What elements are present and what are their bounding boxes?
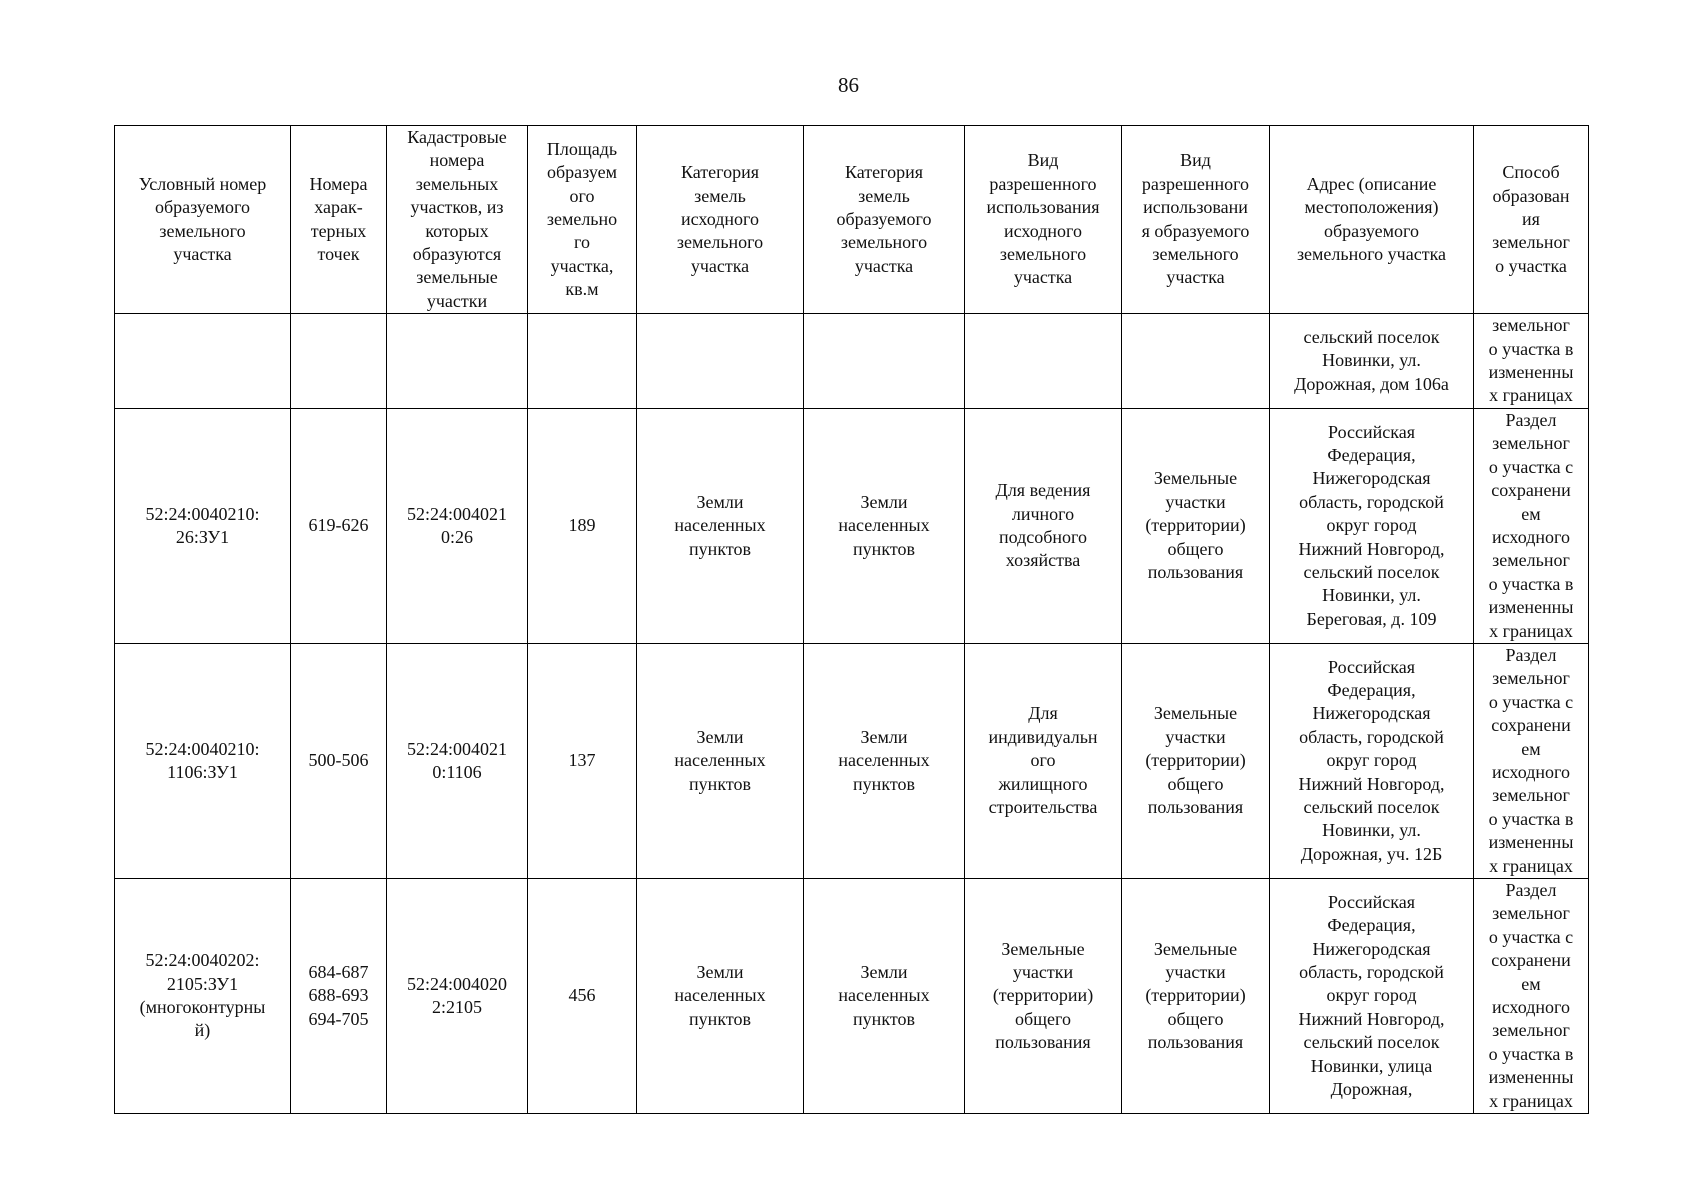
cell-address: Российская Федерация, Нижегородская область, городской округ город Нижний Новгород, сельский поселок Новинки, улица Дорожная,: [1270, 879, 1474, 1114]
cell-points: 684-687 688-693 694-705: [291, 879, 387, 1114]
header-conditional-number: Условный номер образуемого земельного участка: [115, 126, 291, 314]
header-method: Способ образован ия земельног о участка: [1474, 126, 1589, 314]
cell-empty: [291, 314, 387, 409]
table-row: [115, 879, 1589, 1114]
cell-use-source: Для ведения личного подсобного хозяйства: [965, 408, 1122, 643]
table-header: [115, 126, 1589, 314]
cell-category-new: Земли населенных пунктов: [804, 879, 965, 1114]
cell-empty: [387, 314, 528, 409]
header-category-new: Категория земель образуемого земельного участка: [804, 126, 965, 314]
cell-method: Раздел земельног о участка с сохранени ем исходного земельног о участка в измененны х границах: [1474, 408, 1589, 643]
cell-address: сельский поселок Новинки, ул. Дорожная, дом 106а: [1270, 314, 1474, 409]
header-use-source: Вид разрешенного использования исходного земельного участка: [965, 126, 1122, 314]
cell-category-source: Земли населенных пунктов: [637, 408, 804, 643]
cell-category-source: Земли населенных пунктов: [637, 879, 804, 1114]
header-area: Площадь образуем ого земельно го участка, кв.м: [528, 126, 637, 314]
cell-area: 189: [528, 408, 637, 643]
header-use-new: Вид разрешенного использовани я образуемого земельного участка: [1122, 126, 1270, 314]
header-row: [115, 126, 1589, 314]
table-row-continuation: [115, 314, 1589, 409]
page-number: 86: [838, 73, 859, 97]
cell-cadastral-numbers: 52:24:004021 0:1106: [387, 643, 528, 878]
cell-category-source: Земли населенных пунктов: [637, 643, 804, 878]
cell-use-source: Для индивидуальн ого жилищного строительства: [965, 643, 1122, 878]
cell-address: Российская Федерация, Нижегородская область, городской округ город Нижний Новгород, сельский поселок Новинки, ул. Береговая, д. 109: [1270, 408, 1474, 643]
land-plots-table: [114, 125, 1589, 1114]
cell-use-new: Земельные участки (территории) общего пользования: [1122, 879, 1270, 1114]
cell-conditional-number: 52:24:0040210: 1106:ЗУ1: [115, 643, 291, 878]
cell-area: 456: [528, 879, 637, 1114]
cell-address: Российская Федерация, Нижегородская область, городской округ город Нижний Новгород, сельский поселок Новинки, ул. Дорожная, уч. 12Б: [1270, 643, 1474, 878]
cell-use-source: Земельные участки (территории) общего пользования: [965, 879, 1122, 1114]
cell-empty: [115, 314, 291, 409]
header-points: Номера харак- терных точек: [291, 126, 387, 314]
cell-empty: [804, 314, 965, 409]
cell-method: земельног о участка в измененны х границах: [1474, 314, 1589, 409]
table-row: [115, 643, 1589, 878]
cell-category-new: Земли населенных пунктов: [804, 408, 965, 643]
cell-category-new: Земли населенных пунктов: [804, 643, 965, 878]
cell-points: 500-506: [291, 643, 387, 878]
cell-conditional-number: 52:24:0040210: 26:ЗУ1: [115, 408, 291, 643]
cell-points: 619-626: [291, 408, 387, 643]
cell-cadastral-numbers: 52:24:004020 2:2105: [387, 879, 528, 1114]
cell-empty: [1122, 314, 1270, 409]
cell-empty: [637, 314, 804, 409]
cell-conditional-number: 52:24:0040202: 2105:ЗУ1 (многоконтурны й): [115, 879, 291, 1114]
table-body: [115, 314, 1589, 1114]
cell-use-new: Земельные участки (территории) общего пользования: [1122, 408, 1270, 643]
header-address: Адрес (описание местоположения) образуемого земельного участка: [1270, 126, 1474, 314]
cell-method: Раздел земельног о участка с сохранени ем исходного земельног о участка в измененны х границах: [1474, 879, 1589, 1114]
cell-area: 137: [528, 643, 637, 878]
cell-method: Раздел земельног о участка с сохранени ем исходного земельног о участка в измененны х границах: [1474, 643, 1589, 878]
cell-empty: [528, 314, 637, 409]
header-cadastral-numbers: Кадастровые номера земельных участков, из которых образуются земельные участки: [387, 126, 528, 314]
cell-cadastral-numbers: 52:24:004021 0:26: [387, 408, 528, 643]
table-row: [115, 408, 1589, 643]
cell-use-new: Земельные участки (территории) общего пользования: [1122, 643, 1270, 878]
header-category-source: Категория земель исходного земельного участка: [637, 126, 804, 314]
cell-empty: [965, 314, 1122, 409]
